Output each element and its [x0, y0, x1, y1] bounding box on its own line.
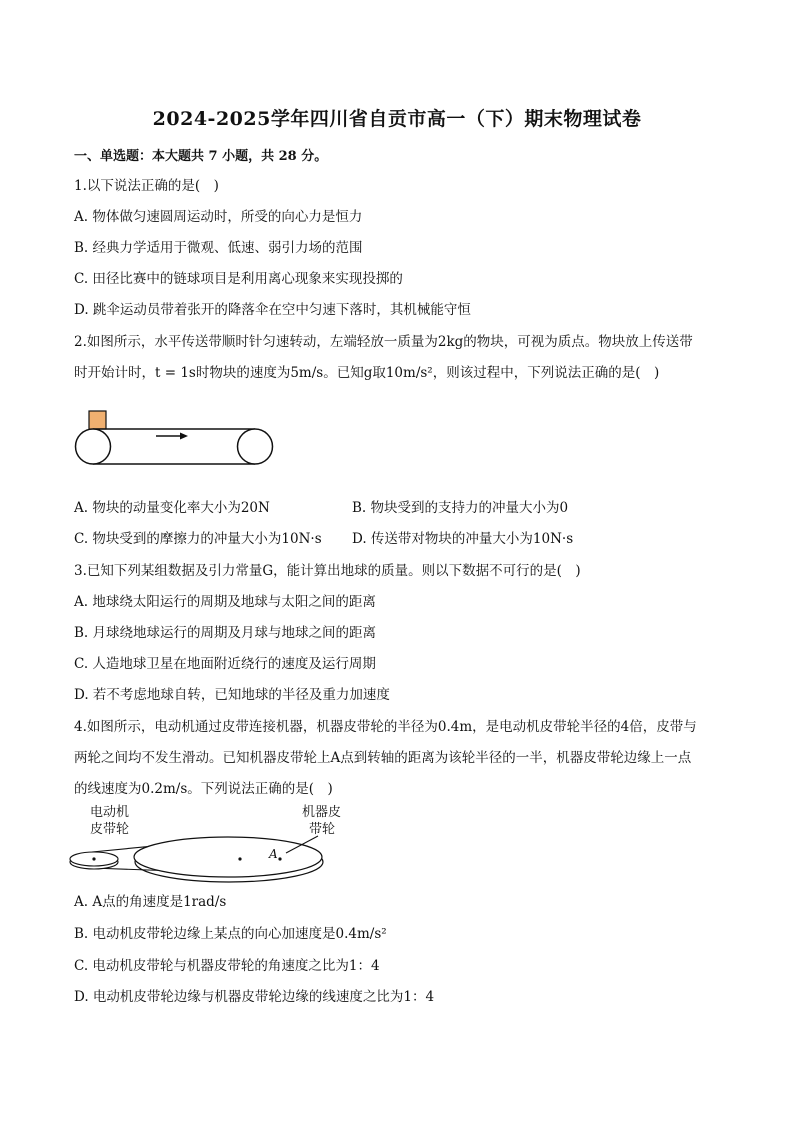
belt-pulley-figure — [66, 830, 336, 888]
block-shape — [89, 411, 106, 429]
q4-stem-line1: 4.如图所示，电动机通过皮带连接机器，机器皮带轮的半径为0.4m，是电动机皮带轮半径的4倍，皮带与 — [74, 719, 697, 735]
q3-option-b: B. 月球绕地球运行的周期及月球与地球之间的距离 — [74, 625, 377, 641]
q3-option-c: C. 人造地球卫星在地面附近绕行的速度及运行周期 — [74, 656, 376, 672]
right-pulley — [238, 429, 273, 464]
q2-stem-line1: 2.如图所示，水平传送带顺时针匀速转动，左端轻放一质量为2kg的物块，可视为质点。物块放上传送带 — [74, 334, 693, 350]
motor-axle-dot — [92, 857, 95, 860]
q4-stem-line2: 两轮之间均不发生滑动。已知机器皮带轮上A点到转轴的距离为该轮半径的一半，机器皮带轮边缘上一点 — [74, 750, 692, 766]
left-pulley — [76, 429, 111, 464]
fig-label-machine-2: 带轮 — [309, 822, 336, 837]
q2-option-d: D. 传送带对物块的冲量大小为10N·s — [352, 531, 574, 547]
q2-stem-line2: 时开始计时，t = 1s时物块的速度为5m/s。已知g取10m/s²，则该过程中，下列说法正确的是( ) — [74, 365, 660, 381]
q3-option-a: A. 地球绕太阳运行的周期及地球与太阳之间的距离 — [74, 594, 376, 610]
q4-stem-line3: 的线速度为0.2m/s。下列说法正确的是( ) — [74, 781, 333, 797]
q4-option-d: D. 电动机皮带轮边缘与机器皮带轮边缘的线速度之比为1：4 — [74, 989, 435, 1005]
q1-option-c: C. 田径比赛中的链球项目是利用离心现象来实现投掷的 — [74, 271, 403, 287]
fig-label-motor-1: 电动机 — [90, 805, 130, 820]
q4-option-c: C. 电动机皮带轮与机器皮带轮的角速度之比为1：4 — [74, 958, 380, 974]
page-title: 2024-2025学年四川省自贡市高一（下）期末物理试卷 — [152, 108, 642, 130]
q1-option-a: A. 物体做匀速圆周运动时，所受的向心力是恒力 — [74, 209, 363, 225]
conveyor-belt-figure — [70, 405, 280, 475]
q3-stem: 3.已知下列某组数据及引力常量G，能计算出地球的质量。则以下数据不可行的是( ) — [74, 563, 581, 579]
q4-option-b: B. 电动机皮带轮边缘上某点的向心加速度是0.4m/s² — [74, 926, 387, 942]
q1-option-b: B. 经典力学适用于微观、低速、弱引力场的范围 — [74, 240, 363, 256]
q1-option-d: D. 跳伞运动员带着张开的降落伞在空中匀速下落时，其机械能守恒 — [74, 302, 471, 318]
machine-axle-dot — [238, 857, 241, 860]
q2-option-c: C. 物块受到的摩擦力的冲量大小为10N·s — [74, 531, 322, 547]
machine-wheel — [134, 837, 322, 877]
q4-option-a: A. A点的角速度是1rad/s — [74, 894, 227, 910]
fig-label-machine-1: 机器皮 — [302, 805, 342, 820]
fig-label-motor-2: 皮带轮 — [90, 822, 130, 837]
q1-stem: 1.以下说法正确的是( ) — [74, 178, 219, 194]
point-a-dot — [278, 857, 281, 860]
q2-option-b: B. 物块受到的支持力的冲量大小为0 — [352, 500, 569, 516]
section-heading: 一、单选题：本大题共 7 小题，共 28 分。 — [74, 149, 328, 164]
direction-arrow-head — [180, 433, 188, 440]
q3-option-d: D. 若不考虑地球自转，已知地球的半径及重力加速度 — [74, 687, 390, 703]
point-a-label: A — [269, 847, 278, 861]
q2-option-a: A. 物块的动量变化率大小为20N — [74, 500, 270, 516]
